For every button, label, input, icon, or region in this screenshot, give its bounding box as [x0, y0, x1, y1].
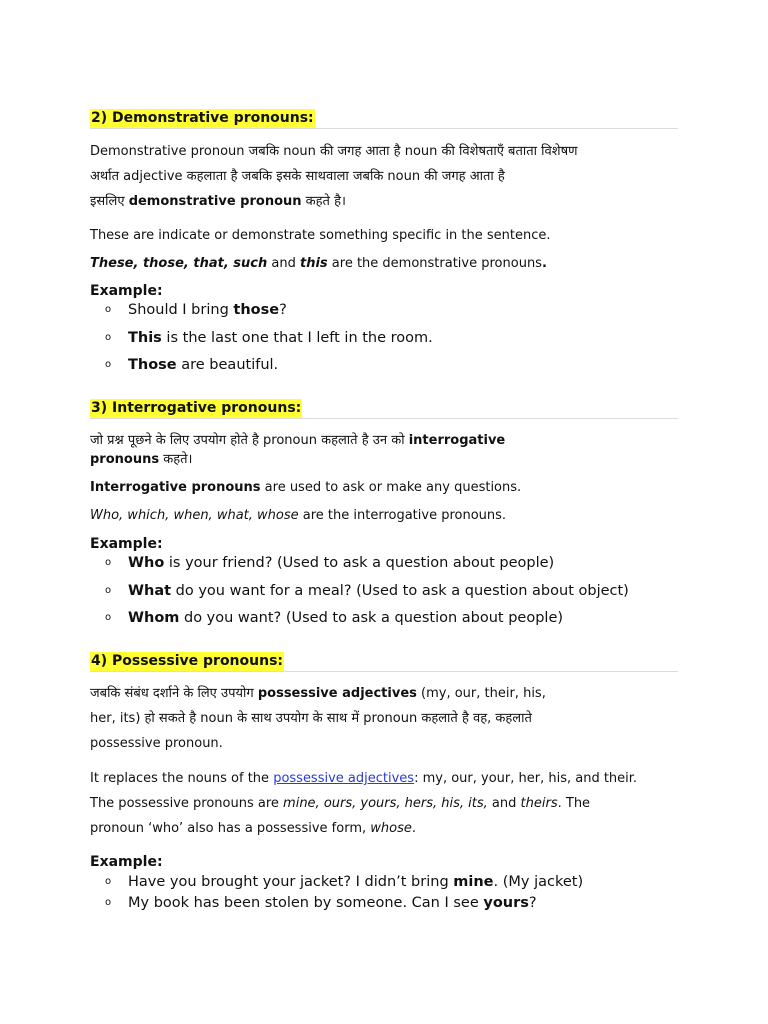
- text-span: जो प्रश्न पूछने के लिए उपयोग होते है pronoun कहलाते है उन को: [90, 433, 409, 448]
- text-span: इसलिए: [90, 194, 129, 209]
- paragraph-line: [90, 791, 678, 816]
- example-label: Example:: [90, 854, 163, 870]
- bullet-icon: o: [105, 585, 112, 596]
- bold-term: those: [233, 302, 280, 318]
- paragraph-line: Demonstrative pronoun जबकि noun की जगह आता है noun की विशेषताएँ बताता विशेषण: [90, 144, 578, 159]
- heading-text: 2) Demonstrative pronouns:: [91, 110, 314, 126]
- paragraph-line: [90, 189, 678, 214]
- bullet-icon: o: [105, 557, 112, 568]
- text-span: जबकि संबंध दर्शाने के लिए उपयोग: [90, 686, 258, 701]
- example-list: [90, 872, 678, 914]
- text-span: The possessive pronouns are: [90, 796, 284, 811]
- example-list: [90, 553, 678, 635]
- heading-text: 3) Interrogative pronouns:: [91, 400, 302, 416]
- bullet-icon: o: [105, 359, 112, 370]
- list-item: [90, 553, 678, 581]
- text-span: My book has been stolen by someone. Can I see: [128, 895, 484, 911]
- paragraph-line: possessive pronoun.: [90, 736, 223, 751]
- paragraph-line: [90, 681, 678, 706]
- bold-term: yours: [483, 895, 529, 911]
- bold-term: demonstrative pronoun: [128, 194, 302, 209]
- list-item: [90, 328, 678, 355]
- demonstrative-pronoun-list-line: [90, 251, 678, 276]
- paragraph-line: अर्थात adjective कहलाता है जबकि इसके साथवाला जबकि noun की जगह आता है: [90, 169, 505, 184]
- text-span: Have you brought your jacket? I didn’t bring: [128, 874, 454, 890]
- section-heading-possessive: [90, 650, 678, 672]
- demonstrative-hindi-paragraph: [90, 139, 678, 214]
- list-item: [90, 608, 678, 635]
- bold-term: Those: [128, 357, 177, 373]
- example-label: Example:: [90, 283, 163, 299]
- section-heading-interrogative: [90, 397, 678, 419]
- paragraph-line: [90, 766, 678, 791]
- list-item: [90, 300, 678, 328]
- text-span: and: [487, 796, 521, 811]
- demonstrative-english-line: These are indicate or demonstrate something specific in the sentence.: [90, 228, 551, 243]
- section-heading-demonstrative: [90, 107, 678, 129]
- bold-term: mine: [453, 874, 494, 890]
- bold-term: possessive adjectives: [257, 686, 417, 701]
- bold-term: What: [128, 583, 172, 599]
- text-span: is the last one that I left in the room.: [161, 330, 433, 346]
- list-item: [90, 872, 678, 893]
- text-span: do you want? (Used to ask a question about people): [179, 610, 564, 626]
- list-item: [90, 893, 678, 914]
- possessive-english-paragraph: [90, 766, 678, 841]
- text-span: are the interrogative pronouns.: [298, 508, 507, 523]
- text-span: are the demonstrative pronouns: [327, 256, 542, 271]
- text-span: pronoun ‘who’ also has a possessive form,: [90, 821, 371, 836]
- text-span: : my, our, your, her, his, and their.: [414, 771, 638, 786]
- bullet-icon: o: [105, 332, 112, 343]
- interrogative-hindi-paragraph: [90, 431, 678, 469]
- italic-term: Who, which, when, what, whose: [90, 508, 299, 523]
- text-span: are used to ask or make any questions.: [260, 480, 522, 495]
- bold-italic-term: this: [300, 256, 328, 271]
- bullet-icon: o: [105, 304, 112, 315]
- text-span: (my, our, their, his,: [416, 686, 546, 701]
- italic-term: theirs: [520, 796, 558, 811]
- text-span: It replaces the nouns of the: [90, 771, 274, 786]
- text-span: Should I bring: [128, 302, 234, 318]
- interrogative-english-line: [90, 475, 678, 500]
- paragraph-line: [90, 816, 678, 841]
- possessive-adjectives-link[interactable]: possessive adjectives: [273, 771, 415, 786]
- text-span: कहते।: [159, 452, 193, 467]
- example-label: Example:: [90, 536, 163, 552]
- bold-italic-term: These, those, that, such: [90, 256, 268, 271]
- paragraph-line: [90, 450, 678, 469]
- bold-term: Who: [128, 555, 165, 571]
- bold-term: Interrogative pronouns: [90, 480, 261, 495]
- example-list: [90, 300, 678, 382]
- bold-term: This: [128, 330, 162, 346]
- text-span: and: [267, 256, 300, 271]
- text-span: ?: [528, 895, 537, 911]
- paragraph-line: her, its) हो सकते है noun के साथ उपयोग के साथ में pronoun कहलाते है वह, कहलाते: [90, 711, 532, 726]
- italic-term: whose: [370, 821, 412, 836]
- text-span: . (My jacket): [493, 874, 584, 890]
- bold-term: Whom: [128, 610, 180, 626]
- italic-term: mine, ours, yours, hers, his, its,: [283, 796, 488, 811]
- text-span: is your friend? (Used to ask a question about people): [164, 555, 555, 571]
- list-item: [90, 355, 678, 382]
- possessive-hindi-paragraph: [90, 681, 678, 756]
- bold-dot: .: [541, 256, 547, 271]
- text-span: do you want for a meal? (Used to ask a question about object): [171, 583, 629, 599]
- text-span: कहते है।: [301, 194, 346, 209]
- bullet-icon: o: [105, 897, 112, 908]
- text-span: are beautiful.: [176, 357, 279, 373]
- text-span: . The: [557, 796, 591, 811]
- interrogative-pronoun-list-line: [90, 503, 678, 528]
- bold-term: pronouns: [90, 452, 160, 467]
- text-span: ?: [279, 302, 287, 318]
- bold-term: interrogative: [408, 433, 506, 448]
- list-item: [90, 581, 678, 608]
- paragraph-line: [90, 431, 678, 450]
- bullet-icon: o: [105, 876, 112, 887]
- heading-text: 4) Possessive pronouns:: [91, 653, 284, 669]
- bullet-icon: o: [105, 612, 112, 623]
- text-span: .: [411, 821, 416, 836]
